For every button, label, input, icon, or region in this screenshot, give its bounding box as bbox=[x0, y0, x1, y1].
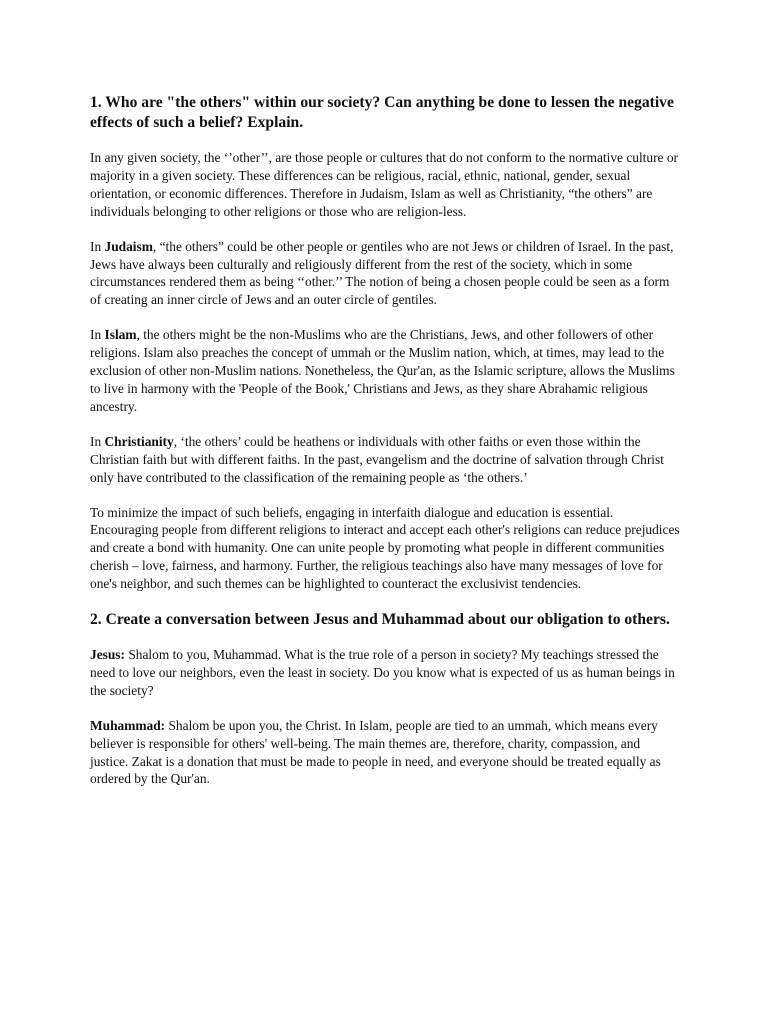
dialogue-text: Shalom to you, Muhammad. What is the true role of a person in society? My teachings stressed the need to love our neighbors, even the least in society. Do you know what is expected of us as human beings in the society? bbox=[90, 647, 675, 698]
paragraph-body: , ‘the others’ could be heathens or individuals with other faiths or even those within the Christian faith but with different faiths. In the past, evangelism and the doctrine of salvation through Christ only have contributed to the classification of the remaining people as ‘the others.’ bbox=[90, 433, 664, 485]
paragraph-prefix: In bbox=[90, 327, 105, 343]
paragraph-islam bbox=[90, 326, 680, 416]
speaker-muhammad: Muhammad: bbox=[90, 717, 166, 733]
document-page bbox=[90, 93, 680, 805]
term-judaism: Judaism bbox=[104, 238, 153, 254]
paragraph-body: , the others might be the non-Muslims who are the Christians, Jews, and other followers of other religions. Islam also preaches the concept of ummah or the Muslim nation, which, at times, may lead to the exclusion of other non-Muslim nations. Nonetheless, the Qur'an, as the Islamic scripture, allows the Muslims to live in harmony with the 'People of the Book,' Christians and Jews, as they share Abrahamic religious ancestry. bbox=[90, 327, 675, 414]
paragraph-minimize-impact: To minimize the impact of such beliefs, engaging in interfaith dialogue and education is essential. Encouraging people from different religions to interact and accept each other's religions can reduce prejudices and create a bond with humanity. One can unite people by promoting what people in different communities cherish – love, fairness, and harmony. Further, the religious teachings also have many messages of love for one's neighbor, and such themes can be highlighted to counteract the exclusivist tendencies. bbox=[90, 504, 680, 592]
paragraph-judaism bbox=[90, 238, 680, 310]
paragraph-prefix: In bbox=[90, 433, 105, 449]
dialogue-muhammad bbox=[90, 717, 680, 789]
paragraph-others-definition: In any given society, the ‘’other’’, are those people or cultures that do not conform to the normative culture or majority in a given society. These differences can be religious, racial, ethnic, national, gender, sexual orientation, or economic differences. Therefore in Judaism, Islam as well as Christianity, “the others” are individuals belonging to other religions or those who are religion-less. bbox=[90, 150, 678, 219]
dialogue-jesus bbox=[90, 646, 680, 700]
question-2-heading: 2. Create a conversation between Jesus and Muhammad about our obligation to others. bbox=[90, 611, 670, 629]
paragraph-christianity bbox=[90, 433, 680, 487]
dialogue-text: Shalom be upon you, the Christ. In Islam, people are tied to an ummah, which means every believer is responsible for others' well-being. The main themes are, therefore, charity, compassion, and justice. Zakat is a donation that must be made to people in need, and everyone should be treated equally as ordered by the Qur'an. bbox=[90, 717, 661, 787]
paragraph-prefix: In bbox=[90, 238, 105, 254]
term-christianity: Christianity bbox=[104, 433, 174, 449]
paragraph-body: , “the others” could be other people or gentiles who are not Jews or children of Israel. In the past, Jews have always been culturally and religiously different from the rest of the society, which in some circumstances rendered them as being ‘‘other.’’ The notion of being a chosen people could be seen as a form of creating an inner circle of Jews and an outer circle of gentiles. bbox=[90, 238, 674, 308]
speaker-jesus: Jesus: bbox=[90, 647, 125, 663]
term-islam: Islam bbox=[104, 327, 137, 343]
question-1-heading: 1. Who are "the others" within our society? Can anything be done to lessen the negative effects of such a belief? Explain. bbox=[90, 94, 674, 131]
